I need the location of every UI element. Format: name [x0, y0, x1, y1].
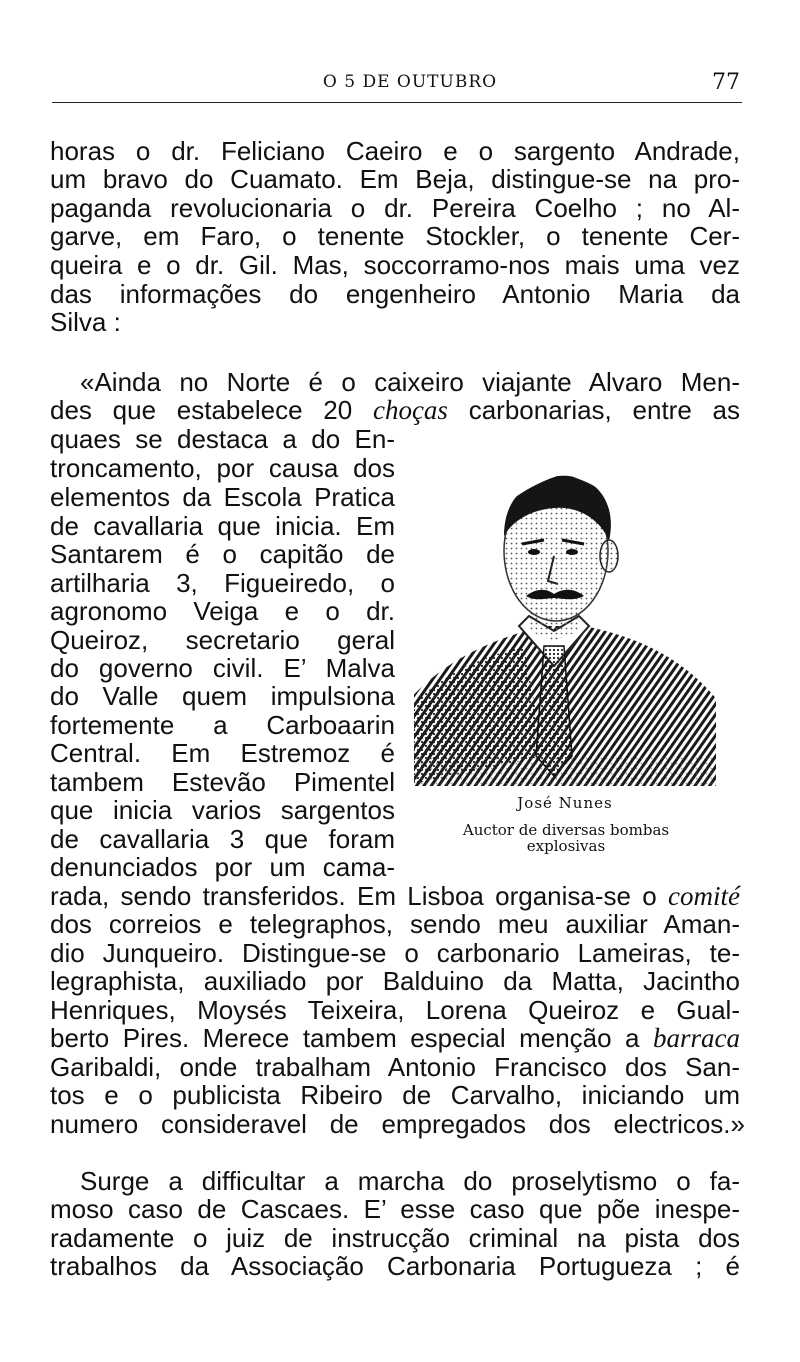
text-line: das informações do engenheiro Antonio Maria da	[50, 279, 740, 309]
caption-line: explosivas	[526, 837, 606, 855]
text-line: Silva :	[50, 307, 121, 337]
text-line: de cavallaria que inicia. Em	[50, 511, 395, 541]
italic-term: barraca	[653, 1023, 741, 1053]
caption-line: Auctor de diversas bombas	[462, 821, 670, 839]
text-line	[50, 881, 740, 911]
text-line: agronomo Veiga e o dr.	[50, 596, 395, 626]
text-segment: des que estabelece 20	[50, 395, 353, 425]
text-line: Henriques, Moysés Teixeira, Lorena Queiroz e Gual-	[50, 995, 740, 1025]
text-line: Garibaldi, onde trabalham Antonio Francisco dos San-	[50, 1052, 740, 1082]
text-line: artilharia 3, Figueiredo, o	[50, 568, 395, 598]
text-line: do governo civil. E’ Malva	[50, 653, 395, 683]
text-line: dos correios e telegraphos, sendo meu auxiliar Aman-	[50, 909, 740, 939]
text-line: queira e o dr. Gil. Mas, soccorramo-nos mais uma vez	[50, 250, 740, 280]
portrait-caption-name: José Nunes	[517, 794, 613, 812]
text-line: Santarem é o capitão de	[50, 539, 395, 569]
text-line: dio Junqueiro. Distingue-se o carbonario Lameiras, te-	[50, 938, 740, 968]
text-line	[50, 395, 740, 425]
text-line: tambem Estevão Pimentel	[50, 767, 395, 797]
text-line: denunciados por um cama-	[50, 852, 395, 882]
running-header: O 5 DE OUTUBRO	[322, 72, 498, 92]
text-line: que inicia varios sargentos	[50, 795, 395, 825]
text-line: garve, em Faro, o tenente Stockler, o tenente Cer-	[50, 221, 740, 251]
italic-term: comité	[668, 881, 740, 911]
text-line: elementos da Escola Pratica	[50, 482, 395, 512]
text-line: numero consideravel de empregados dos electricos.»	[50, 1109, 745, 1139]
portrait-engraving	[404, 456, 722, 786]
portrait-caption-description	[432, 822, 700, 854]
header-rule	[52, 102, 742, 103]
text-line: «Ainda no Norte é o caixeiro viajante Alvaro Men-	[80, 367, 740, 397]
text-segment: carbonarias, entre as	[468, 395, 740, 425]
text-line: de cavallaria 3 que foram	[50, 824, 395, 854]
text-line: do Valle quem impulsiona	[50, 681, 395, 711]
text-segment: berto Pires. Merece tambem especial menção a	[50, 1023, 640, 1053]
text-line: tos e o publicista Ribeiro de Carvalho, iniciando um	[50, 1080, 740, 1110]
text-line: Queiroz, secretario geral	[50, 625, 395, 655]
text-line: legraphista, auxiliado por Balduino da Matta, Jacintho	[50, 966, 740, 996]
text-line: um bravo do Cuamato. Em Beja, distingue-se na pro-	[50, 164, 740, 194]
text-line: Surge a difficultar a marcha do proselytismo o fa-	[80, 1166, 740, 1196]
text-line: fortemente a Carboaarin	[50, 710, 395, 740]
text-line: radamente o juiz de instrucção criminal na pista dos	[50, 1223, 740, 1253]
italic-term: choças	[372, 395, 448, 425]
page-number: 77	[712, 70, 740, 95]
text-line: paganda revolucionaria o dr. Pereira Coelho ; no Al-	[50, 193, 740, 223]
text-line: Central. Em Estremoz é	[50, 738, 395, 768]
text-line: moso caso de Cascaes. E’ esse caso que põe inespe-	[50, 1194, 740, 1224]
text-line	[50, 1023, 740, 1053]
text-line: quaes se destaca a do En-	[50, 424, 395, 454]
text-segment: rada, sendo transferidos. Em Lisboa organisa-se o	[50, 881, 657, 911]
text-line: troncamento, por causa dos	[50, 453, 395, 483]
text-line: trabalhos da Associação Carbonaria Portugueza ; é	[50, 1251, 740, 1281]
text-line: horas o dr. Feliciano Caeiro e o sargento Andrade,	[50, 136, 740, 166]
